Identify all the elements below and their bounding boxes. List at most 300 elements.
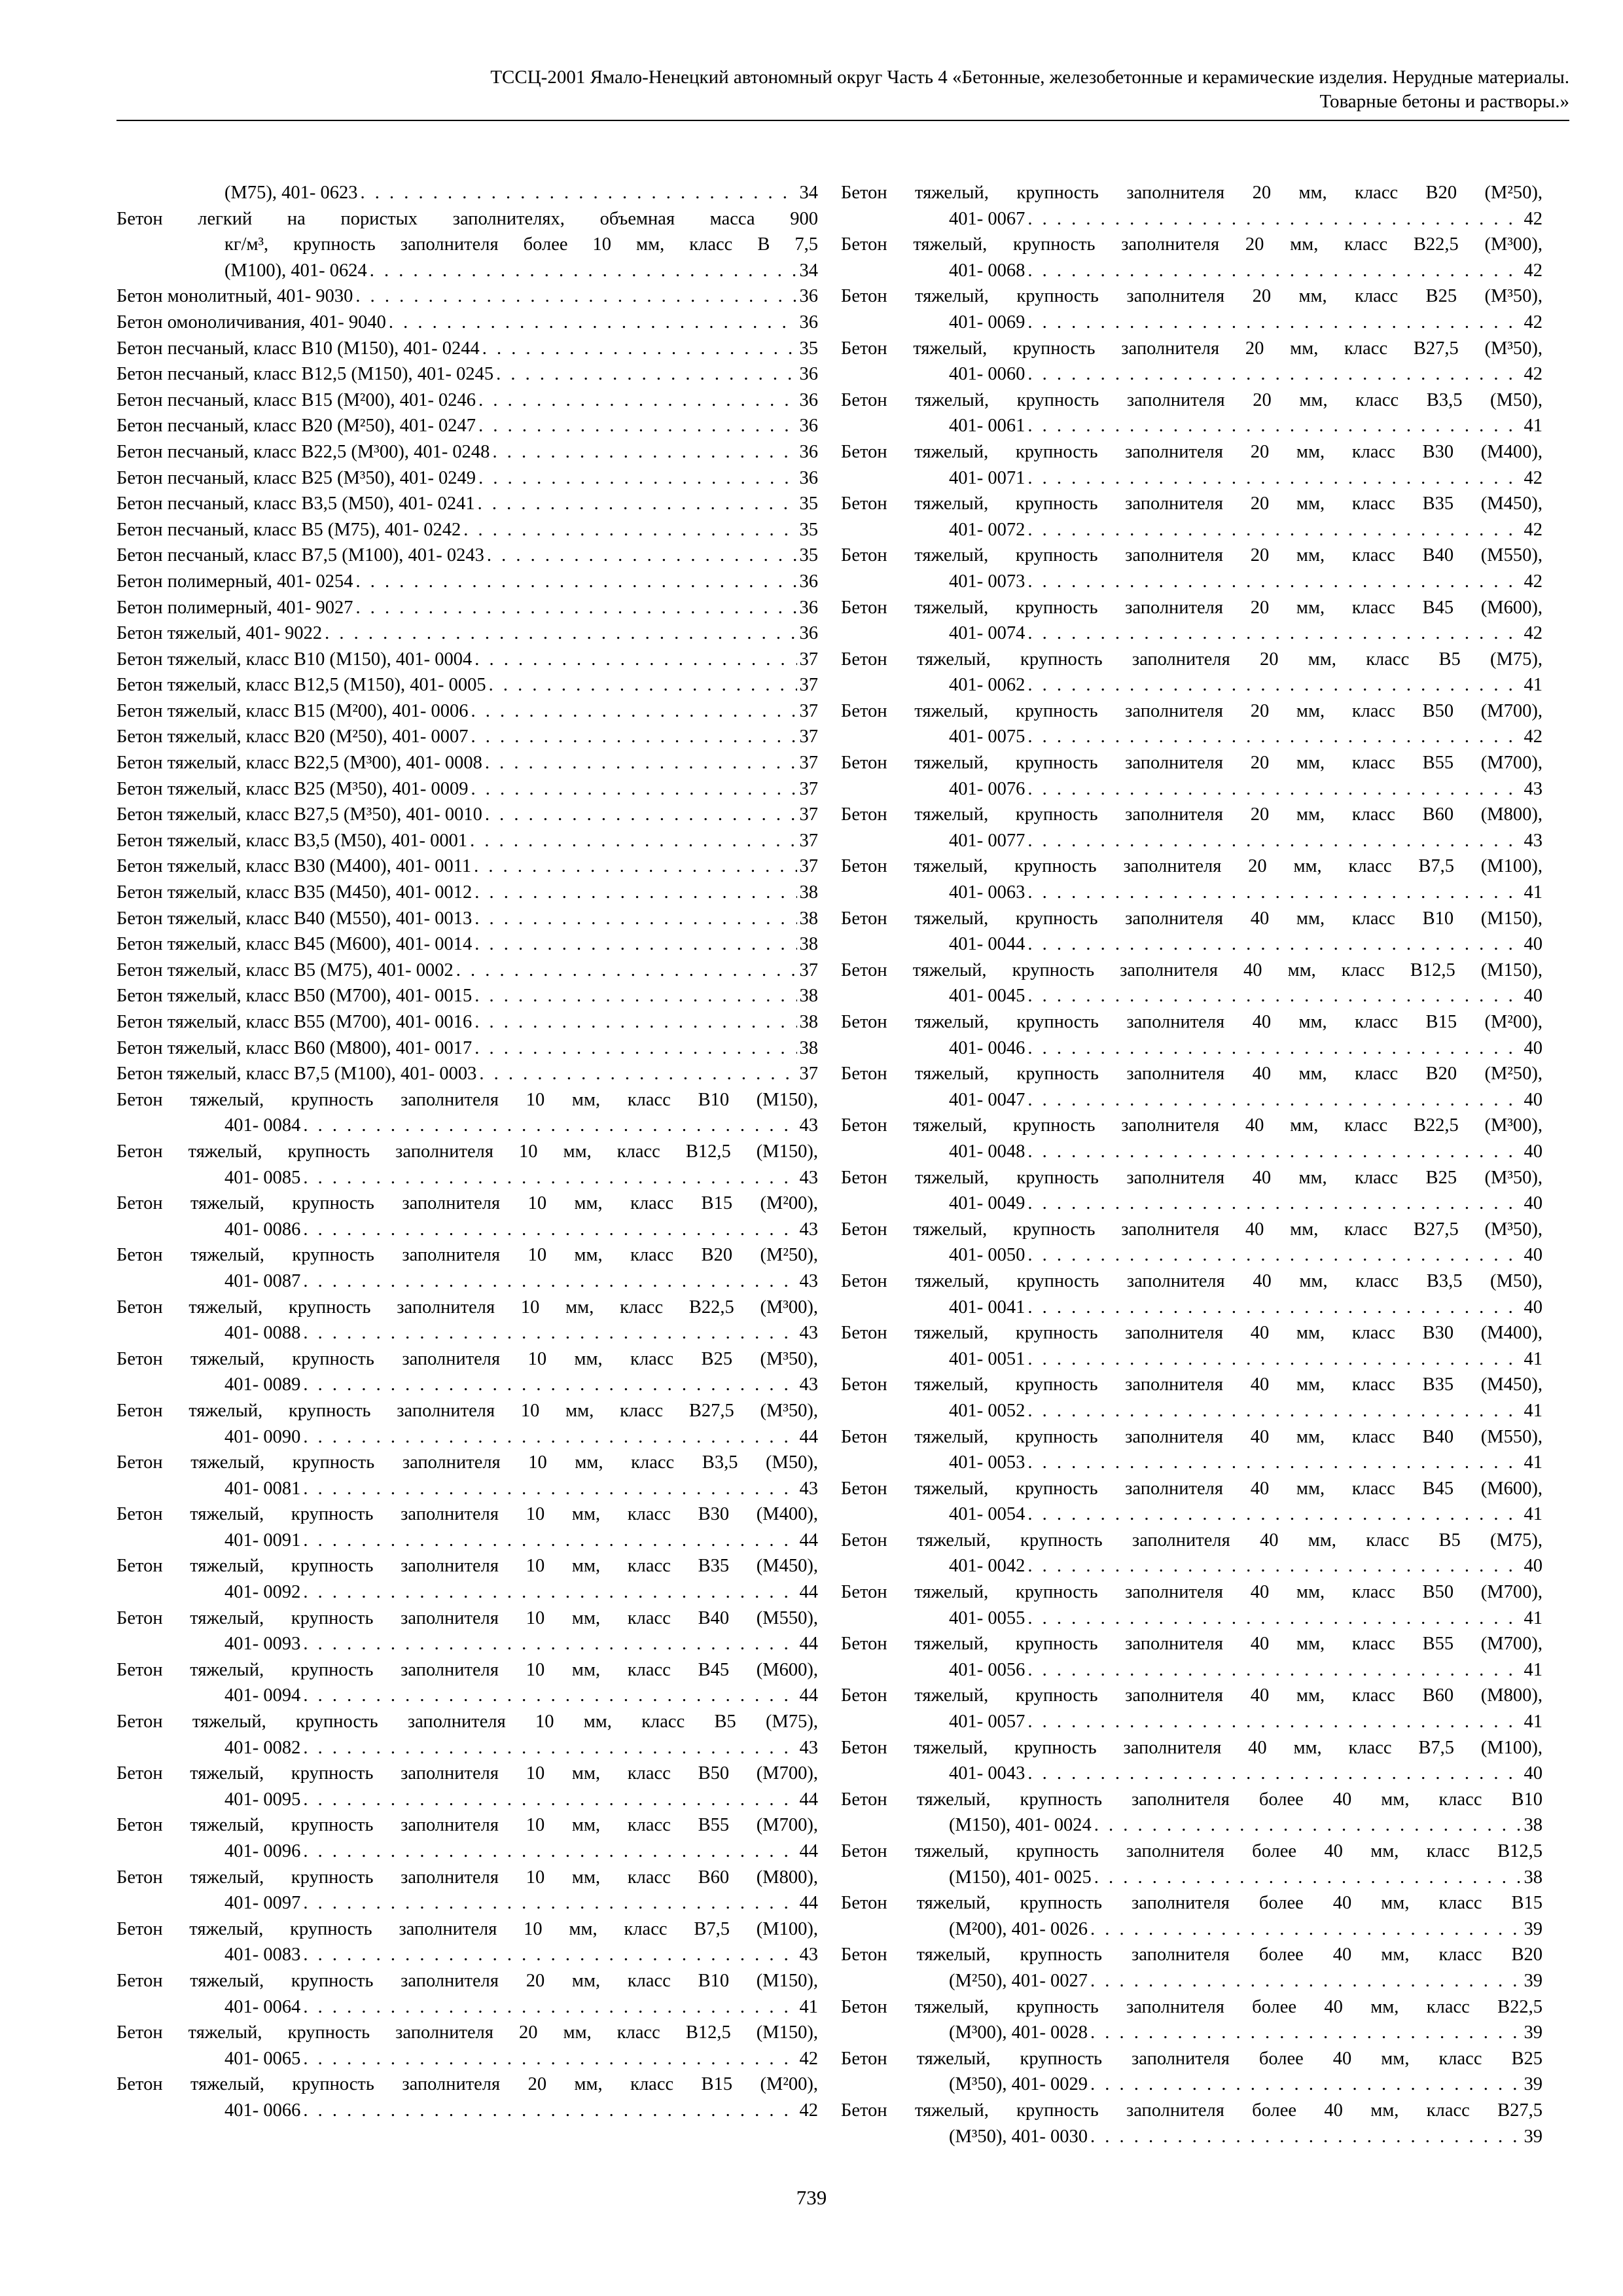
entry-code-line — [116, 258, 818, 284]
entry-title: Бетон тяжелый, крупность заполнителя 20 мм, класс В25 (М³50), — [841, 286, 1543, 307]
entry-page-number: 37 — [797, 802, 819, 828]
entry-code: Бетон полимерный, 401- 9027 — [116, 595, 356, 621]
entry-page-number: 36 — [797, 283, 819, 310]
dot-leader — [356, 569, 797, 595]
entry-page-number: 38 — [797, 880, 819, 906]
entry-page-number: 38 — [1522, 1865, 1543, 1891]
entry-title: Бетон тяжелый, крупность заполнителя 20 мм, класс В55 (М700), — [841, 753, 1543, 774]
dot-leader — [1027, 1242, 1521, 1268]
entry-code-line — [841, 1295, 1543, 1321]
entry-code-line — [116, 776, 818, 802]
entry-title: Бетон тяжелый, крупность заполнителя более 40 мм, класс В25 — [841, 2048, 1543, 2069]
dot-leader — [474, 931, 796, 958]
entry-code: 401- 0086 — [224, 1217, 303, 1243]
index-entry — [116, 2020, 818, 2072]
entry-code-line — [841, 1709, 1543, 1735]
entry-page-number: 39 — [1522, 1916, 1543, 1943]
entry-page-number: 43 — [797, 1113, 819, 1139]
entry-code-line — [841, 931, 1543, 958]
index-entry — [116, 1398, 818, 1450]
entry-title: Бетон тяжелый, крупность заполнителя более 40 мм, класс В10 — [841, 1789, 1543, 1810]
entry-code-line — [841, 1346, 1543, 1372]
index-entry — [116, 1657, 818, 1709]
entry-code-line — [841, 1450, 1543, 1476]
index-entry — [116, 647, 818, 673]
dot-leader — [456, 958, 797, 984]
entry-page-number: 38 — [797, 983, 819, 1009]
entry-page-number: 36 — [797, 595, 819, 621]
entry-code: 401- 0082 — [224, 1735, 303, 1761]
entry-title: Бетон тяжелый, крупность заполнителя 20 мм, класс В27,5 (М³50), — [841, 338, 1543, 359]
dot-leader — [1090, 2124, 1522, 2150]
entry-code: Бетон тяжелый, класс В30 (М400), 401- 0011 — [116, 853, 474, 880]
entry-page-number: 43 — [797, 1320, 819, 1346]
entry-page-number: 43 — [1522, 828, 1543, 854]
entry-code-line — [116, 2046, 818, 2072]
entry-code: 401- 0075 — [949, 724, 1027, 750]
dot-leader — [303, 1372, 796, 1398]
entry-code-line — [116, 1787, 818, 1813]
entry-code-line — [841, 2072, 1543, 2098]
entry-code-line — [116, 906, 818, 932]
entry-code-line — [841, 2020, 1543, 2046]
index-entry — [841, 1217, 1543, 1268]
entry-code-line — [841, 465, 1543, 492]
entry-code: Бетон монолитный, 401- 9030 — [116, 283, 355, 310]
index-entry — [116, 1009, 818, 1035]
dot-leader — [1027, 983, 1521, 1009]
dot-leader — [1027, 465, 1521, 492]
index-entry — [116, 1605, 818, 1657]
entry-code: 401- 0090 — [224, 1424, 303, 1450]
entry-code-line — [841, 1139, 1543, 1165]
entry-page-number: 38 — [797, 1035, 819, 1062]
index-entry — [841, 491, 1543, 543]
entry-code-line — [116, 1424, 818, 1450]
dot-leader — [1027, 310, 1521, 336]
header-line-2: Товарные бетоны и растворы.» — [1319, 91, 1569, 112]
dot-leader — [474, 880, 796, 906]
entry-code: Бетон полимерный, 401- 0254 — [116, 569, 356, 595]
entry-title: Бетон тяжелый, крупность заполнителя 20 мм, класс В45 (М600), — [841, 597, 1543, 618]
entry-title: Бетон тяжелый, крупность заполнителя 20 мм, класс В7,5 (М100), — [841, 856, 1543, 877]
entry-page-number: 43 — [797, 1268, 819, 1295]
dot-leader — [496, 361, 796, 387]
index-entry — [116, 387, 818, 414]
index-entry — [116, 595, 818, 621]
index-entry — [841, 439, 1543, 491]
entry-title: Бетон тяжелый, крупность заполнителя 10 мм, класс В35 (М450), — [116, 1556, 818, 1577]
entry-page-number: 37 — [797, 647, 819, 673]
index-entry — [841, 232, 1543, 283]
entry-page-number: 35 — [797, 517, 819, 543]
entry-code-line — [116, 2098, 818, 2124]
entry-code-line — [116, 1165, 818, 1191]
index-entry — [841, 1579, 1543, 1631]
index-entry — [841, 387, 1543, 439]
entry-code: Бетон тяжелый, 401- 9022 — [116, 620, 325, 647]
entry-code-line — [116, 853, 818, 880]
dot-leader — [1027, 1295, 1521, 1321]
entry-page-number: 40 — [1522, 931, 1543, 958]
entry-title: Бетон тяжелый, крупность заполнителя 10 мм, класс В5 (М75), — [116, 1712, 818, 1732]
entry-title: Бетон тяжелый, крупность заполнителя 10 мм, класс В3,5 (М50), — [116, 1452, 818, 1473]
entry-code-line — [116, 413, 818, 439]
entry-page-number: 38 — [797, 1009, 819, 1035]
dot-leader — [1027, 880, 1521, 906]
entry-page-number: 42 — [1522, 569, 1543, 595]
entry-code-line — [841, 1398, 1543, 1424]
entry-code-line — [841, 983, 1543, 1009]
entry-page-number: 42 — [1522, 465, 1543, 492]
entry-code: 401- 0051 — [949, 1346, 1027, 1372]
entry-code: 401- 0050 — [949, 1242, 1027, 1268]
entry-title: Бетон тяжелый, крупность заполнителя 20 мм, класс В22,5 (М³00), — [841, 234, 1543, 255]
entry-code: Бетон тяжелый, класс В15 (М²00), 401- 0006 — [116, 698, 471, 725]
entry-code: 401- 0091 — [224, 1528, 303, 1554]
index-entry — [116, 180, 818, 206]
entry-code-line — [116, 543, 818, 569]
entry-title: Бетон тяжелый, крупность заполнителя 20 мм, класс В3,5 (М50), — [841, 389, 1543, 410]
entry-code: 401- 0044 — [949, 931, 1027, 958]
entry-code-line — [116, 1061, 818, 1087]
index-entry — [116, 1968, 818, 2020]
dot-leader — [303, 1994, 796, 2020]
dot-leader — [389, 310, 797, 336]
entry-code: Бетон тяжелый, класс В3,5 (М50), 401- 0001 — [116, 828, 470, 854]
entry-code: (М²00), 401- 0026 — [949, 1916, 1090, 1943]
entry-page-number: 43 — [797, 1165, 819, 1191]
entry-code: 401- 0097 — [224, 1890, 303, 1916]
entry-code-line — [841, 620, 1543, 647]
entry-code: Бетон тяжелый, класс В40 (М550), 401- 0013 — [116, 906, 474, 932]
entry-code: 401- 0085 — [224, 1165, 303, 1191]
entry-page-number: 41 — [1522, 1657, 1543, 1683]
dot-leader — [1027, 1605, 1521, 1632]
index-entry — [841, 543, 1543, 594]
entry-code-line — [841, 1761, 1543, 1787]
entry-title: Бетон тяжелый, крупность заполнителя 20 мм, класс В15 (М²00), — [116, 2074, 818, 2095]
entry-title: Бетон тяжелый, крупность заполнителя 40 мм, класс В25 (М³50), — [841, 1167, 1543, 1188]
dot-leader — [492, 439, 796, 465]
entry-code: 401- 0047 — [949, 1087, 1027, 1113]
dot-leader — [1027, 724, 1521, 750]
entry-page-number: 42 — [1522, 258, 1543, 284]
dot-leader — [303, 1839, 796, 1865]
dot-leader — [303, 1735, 796, 1761]
entry-page-number: 41 — [1522, 413, 1543, 439]
entry-page-number: 36 — [797, 569, 819, 595]
dot-leader — [479, 1061, 796, 1087]
entry-code: Бетон тяжелый, класс В22,5 (М³00), 401- 0008 — [116, 750, 485, 776]
dot-leader — [303, 1217, 796, 1243]
index-entry — [841, 1942, 1543, 1994]
index-entry — [116, 2072, 818, 2123]
dot-leader — [1027, 413, 1521, 439]
entry-code: Бетон тяжелый, класс В5 (М75), 401- 0002 — [116, 958, 456, 984]
entry-title: Бетон тяжелый, крупность заполнителя более 40 мм, класс В22,5 — [841, 1996, 1543, 2017]
entry-code-line — [841, 1968, 1543, 1994]
dot-leader — [1094, 1865, 1522, 1891]
entry-page-number: 42 — [797, 2098, 819, 2124]
entry-code: 401- 0061 — [949, 413, 1027, 439]
entry-page-number: 41 — [1522, 1450, 1543, 1476]
entry-title: Бетон тяжелый, крупность заполнителя более 40 мм, класс В12,5 — [841, 1841, 1543, 1861]
dot-leader — [1027, 931, 1521, 958]
entry-code-line — [116, 620, 818, 647]
entry-code-line — [116, 595, 818, 621]
index-entry — [841, 336, 1543, 387]
entry-code-line — [841, 413, 1543, 439]
entry-code: (М150), 401- 0024 — [949, 1812, 1094, 1839]
index-entry — [116, 958, 818, 984]
entry-code-line — [116, 647, 818, 673]
index-column-right — [841, 180, 1543, 2149]
entry-code: Бетон тяжелый, класс В7,5 (М100), 401- 0003 — [116, 1061, 479, 1087]
entry-code: 401- 0071 — [949, 465, 1027, 492]
entry-code: 401- 0062 — [949, 672, 1027, 698]
entry-code: Бетон тяжелый, класс В27,5 (М³50), 401- 0010 — [116, 802, 485, 828]
entry-code: Бетон песчаный, класс В10 (М150), 401- 0244 — [116, 336, 482, 362]
entry-code-line — [116, 465, 818, 492]
index-entry — [841, 1476, 1543, 1528]
dot-leader — [1027, 206, 1521, 232]
entry-code: Бетон песчаный, класс В3,5 (М50), 401- 0241 — [116, 491, 478, 517]
entry-title: Бетон тяжелый, крупность заполнителя 10 мм, класс В22,5 (М³00), — [116, 1297, 818, 1318]
index-entry — [841, 180, 1543, 232]
entry-code-line — [116, 180, 818, 206]
dot-leader — [1027, 1501, 1521, 1528]
entry-code-line — [116, 283, 818, 310]
entry-code: 401- 0052 — [949, 1398, 1027, 1424]
entry-title: Бетон тяжелый, крупность заполнителя 10 мм, класс В7,5 (М100), — [116, 1918, 818, 1939]
dot-leader — [303, 1631, 796, 1657]
entry-title: Бетон тяжелый, крупность заполнителя 40 мм, класс В60 (М800), — [841, 1685, 1543, 1706]
entry-title: Бетон тяжелый, крупность заполнителя 40 мм, класс В22,5 (М³00), — [841, 1115, 1543, 1136]
entry-page-number: 37 — [797, 750, 819, 776]
entry-code-line — [116, 983, 818, 1009]
index-entry — [841, 1890, 1543, 1942]
entry-code-line — [116, 672, 818, 698]
entry-code: 401- 0056 — [949, 1657, 1027, 1683]
entry-code-line — [116, 1009, 818, 1035]
entry-page-number: 36 — [797, 310, 819, 336]
entry-title: Бетон тяжелый, крупность заполнителя 10 мм, класс В27,5 (М³50), — [116, 1400, 818, 1421]
dot-leader — [303, 1890, 796, 1916]
index-entry — [116, 906, 818, 932]
dot-leader — [1027, 1761, 1521, 1787]
entry-code-line — [116, 931, 818, 958]
entry-code-line — [116, 1268, 818, 1295]
entry-code: Бетон тяжелый, класс В10 (М150), 401- 0004 — [116, 647, 474, 673]
index-entry — [841, 1528, 1543, 1579]
entry-code-line — [116, 310, 818, 336]
dot-leader — [474, 647, 796, 673]
entry-page-number: 34 — [797, 180, 819, 206]
entry-code: 401- 0045 — [949, 983, 1027, 1009]
index-entry — [116, 206, 818, 284]
entry-page-number: 37 — [797, 1061, 819, 1087]
entry-page-number: 38 — [797, 906, 819, 932]
entry-code: 401- 0063 — [949, 880, 1027, 906]
entry-code: 401- 0049 — [949, 1191, 1027, 1217]
entry-page-number: 44 — [797, 1890, 819, 1916]
entry-page-number: 37 — [797, 672, 819, 698]
entry-code: (М100), 401- 0624 — [224, 258, 370, 284]
header-line-1: ТССЦ-2001 Ямало-Ненецкий автономный округ Часть 4 «Бетонные, железобетонные и керамические изделия. Нерудные материалы. — [490, 67, 1569, 88]
entry-code-line — [116, 1994, 818, 2020]
entry-code-line — [841, 1865, 1543, 1891]
entry-page-number: 42 — [1522, 361, 1543, 387]
entry-code: 401- 0054 — [949, 1501, 1027, 1528]
index-entry — [116, 517, 818, 543]
entry-page-number: 37 — [797, 724, 819, 750]
entry-code-line — [116, 698, 818, 725]
entry-page-number: 40 — [1522, 983, 1543, 1009]
dot-leader — [1027, 1709, 1521, 1735]
dot-leader — [303, 2098, 796, 2124]
dot-leader — [303, 1424, 796, 1450]
dot-leader — [360, 180, 796, 206]
dot-leader — [1027, 620, 1521, 647]
entry-code-line — [841, 517, 1543, 543]
entry-code: 401- 0095 — [224, 1787, 303, 1813]
dot-leader — [474, 983, 796, 1009]
entry-page-number: 34 — [797, 258, 819, 284]
entry-title: Бетон тяжелый, крупность заполнителя 40 мм, класс В5 (М75), — [841, 1530, 1543, 1551]
entry-title: Бетон тяжелый, крупность заполнителя 20 мм, класс В20 (М²50), — [841, 183, 1543, 203]
entry-code-line — [841, 258, 1543, 284]
index-entry — [841, 906, 1543, 958]
dot-leader — [471, 776, 797, 802]
entry-code-line — [841, 1605, 1543, 1632]
dot-leader — [355, 283, 796, 310]
entry-code-line — [116, 1476, 818, 1502]
entry-code: Бетон песчаный, класс В22,5 (М³00), 401- 0248 — [116, 439, 492, 465]
dot-leader — [303, 1476, 796, 1502]
index-entry — [116, 672, 818, 698]
index-entry — [116, 1295, 818, 1346]
entry-code: 401- 0069 — [949, 310, 1027, 336]
entry-code-line — [116, 491, 818, 517]
entry-code: Бетон тяжелый, класс В50 (М700), 401- 0015 — [116, 983, 474, 1009]
index-entry — [841, 1631, 1543, 1683]
entry-code: Бетон песчаный, класс В20 (М²50), 401- 0247 — [116, 413, 478, 439]
dot-leader — [1027, 1191, 1521, 1217]
dot-leader — [1027, 1346, 1521, 1372]
entry-page-number: 37 — [797, 776, 819, 802]
entry-page-number: 36 — [797, 620, 819, 647]
index-entry — [841, 1994, 1543, 2046]
entry-title: Бетон тяжелый, крупность заполнителя 10 мм, класс В10 (М150), — [116, 1089, 818, 1110]
entry-page-number: 42 — [1522, 724, 1543, 750]
entry-code: 401- 0053 — [949, 1450, 1027, 1476]
entry-code: 401- 0087 — [224, 1268, 303, 1295]
entry-page-number: 35 — [797, 336, 819, 362]
entry-title: Бетон тяжелый, крупность заполнителя 20 мм, класс В5 (М75), — [841, 649, 1543, 670]
entry-code-line — [116, 1320, 818, 1346]
entry-page-number: 36 — [797, 439, 819, 465]
entry-title: Бетон тяжелый, крупность заполнителя 40 мм, класс В55 (М700), — [841, 1634, 1543, 1655]
dot-leader — [478, 387, 796, 414]
dot-leader — [1027, 776, 1521, 802]
entry-page-number: 43 — [797, 1942, 819, 1968]
index-entry — [841, 1683, 1543, 1734]
entry-code-line — [841, 2124, 1543, 2150]
entry-page-number: 37 — [797, 853, 819, 880]
index-entry — [116, 1242, 818, 1294]
entry-code: Бетон тяжелый, класс В55 (М700), 401- 0016 — [116, 1009, 474, 1035]
index-entry — [116, 413, 818, 439]
entry-code: 401- 0088 — [224, 1320, 303, 1346]
entry-title: Бетон тяжелый, крупность заполнителя более 40 мм, класс В27,5 — [841, 2100, 1543, 2121]
entry-page-number: 38 — [1522, 1812, 1543, 1839]
dot-leader — [1027, 1035, 1521, 1062]
entry-page-number: 41 — [1522, 1398, 1543, 1424]
index-entry — [841, 1268, 1543, 1320]
entry-code-line — [116, 750, 818, 776]
entry-code: 401- 0064 — [224, 1994, 303, 2020]
entry-code-line — [841, 1812, 1543, 1839]
entry-page-number: 39 — [1522, 2020, 1543, 2046]
dot-leader — [489, 672, 797, 698]
entry-code-line — [116, 1113, 818, 1139]
entry-page-number: 38 — [797, 931, 819, 958]
entry-page-number: 41 — [1522, 1709, 1543, 1735]
entry-title: Бетон легкий на пористых заполнителях, объемная масса 900 — [116, 208, 818, 229]
entry-code: Бетон тяжелый, класс В35 (М450), 401- 0012 — [116, 880, 474, 906]
entry-page-number: 41 — [1522, 1501, 1543, 1528]
dot-leader — [303, 1113, 796, 1139]
entry-code-line — [116, 361, 818, 387]
entry-title: Бетон тяжелый, крупность заполнителя 10 мм, класс В20 (М²50), — [116, 1245, 818, 1266]
entry-code-line — [116, 1735, 818, 1761]
dot-leader — [1027, 258, 1521, 284]
entry-page-number: 41 — [1522, 672, 1543, 698]
dot-leader — [303, 1683, 796, 1709]
entry-code-line — [841, 828, 1543, 854]
entry-code-line — [116, 569, 818, 595]
index-entry — [116, 853, 818, 880]
entry-code: 401- 0048 — [949, 1139, 1027, 1165]
entry-code-line — [116, 1683, 818, 1709]
index-entry — [841, 2098, 1543, 2149]
index-entry — [116, 698, 818, 725]
entry-title: Бетон тяжелый, крупность заполнителя 20 мм, класс В40 (М550), — [841, 545, 1543, 566]
entry-page-number: 43 — [797, 1476, 819, 1502]
entry-code: 401- 0093 — [224, 1631, 303, 1657]
entry-code-line — [841, 1657, 1543, 1683]
entry-code: 401- 0096 — [224, 1839, 303, 1865]
entry-code: (М³00), 401- 0028 — [949, 2020, 1090, 2046]
entry-page-number: 44 — [797, 1839, 819, 1865]
entry-code: Бетон песчаный, класс В12,5 (М150), 401- 0245 — [116, 361, 496, 387]
entry-code: Бетон тяжелый, класс В20 (М²50), 401- 0007 — [116, 724, 471, 750]
dot-leader — [1027, 1087, 1521, 1113]
entry-code: 401- 0068 — [949, 258, 1027, 284]
index-entry — [116, 1553, 818, 1605]
header-rule — [116, 120, 1569, 121]
entry-title: Бетон тяжелый, крупность заполнителя 10 мм, класс В30 (М400), — [116, 1504, 818, 1525]
entry-page-number: 44 — [797, 1579, 819, 1605]
entry-code: 401- 0077 — [949, 828, 1027, 854]
dot-leader — [1027, 1398, 1521, 1424]
index-entry — [116, 491, 818, 517]
dot-leader — [478, 491, 797, 517]
entry-code: 401- 0072 — [949, 517, 1027, 543]
entry-code-line — [841, 672, 1543, 698]
entry-code: 401- 0084 — [224, 1113, 303, 1139]
